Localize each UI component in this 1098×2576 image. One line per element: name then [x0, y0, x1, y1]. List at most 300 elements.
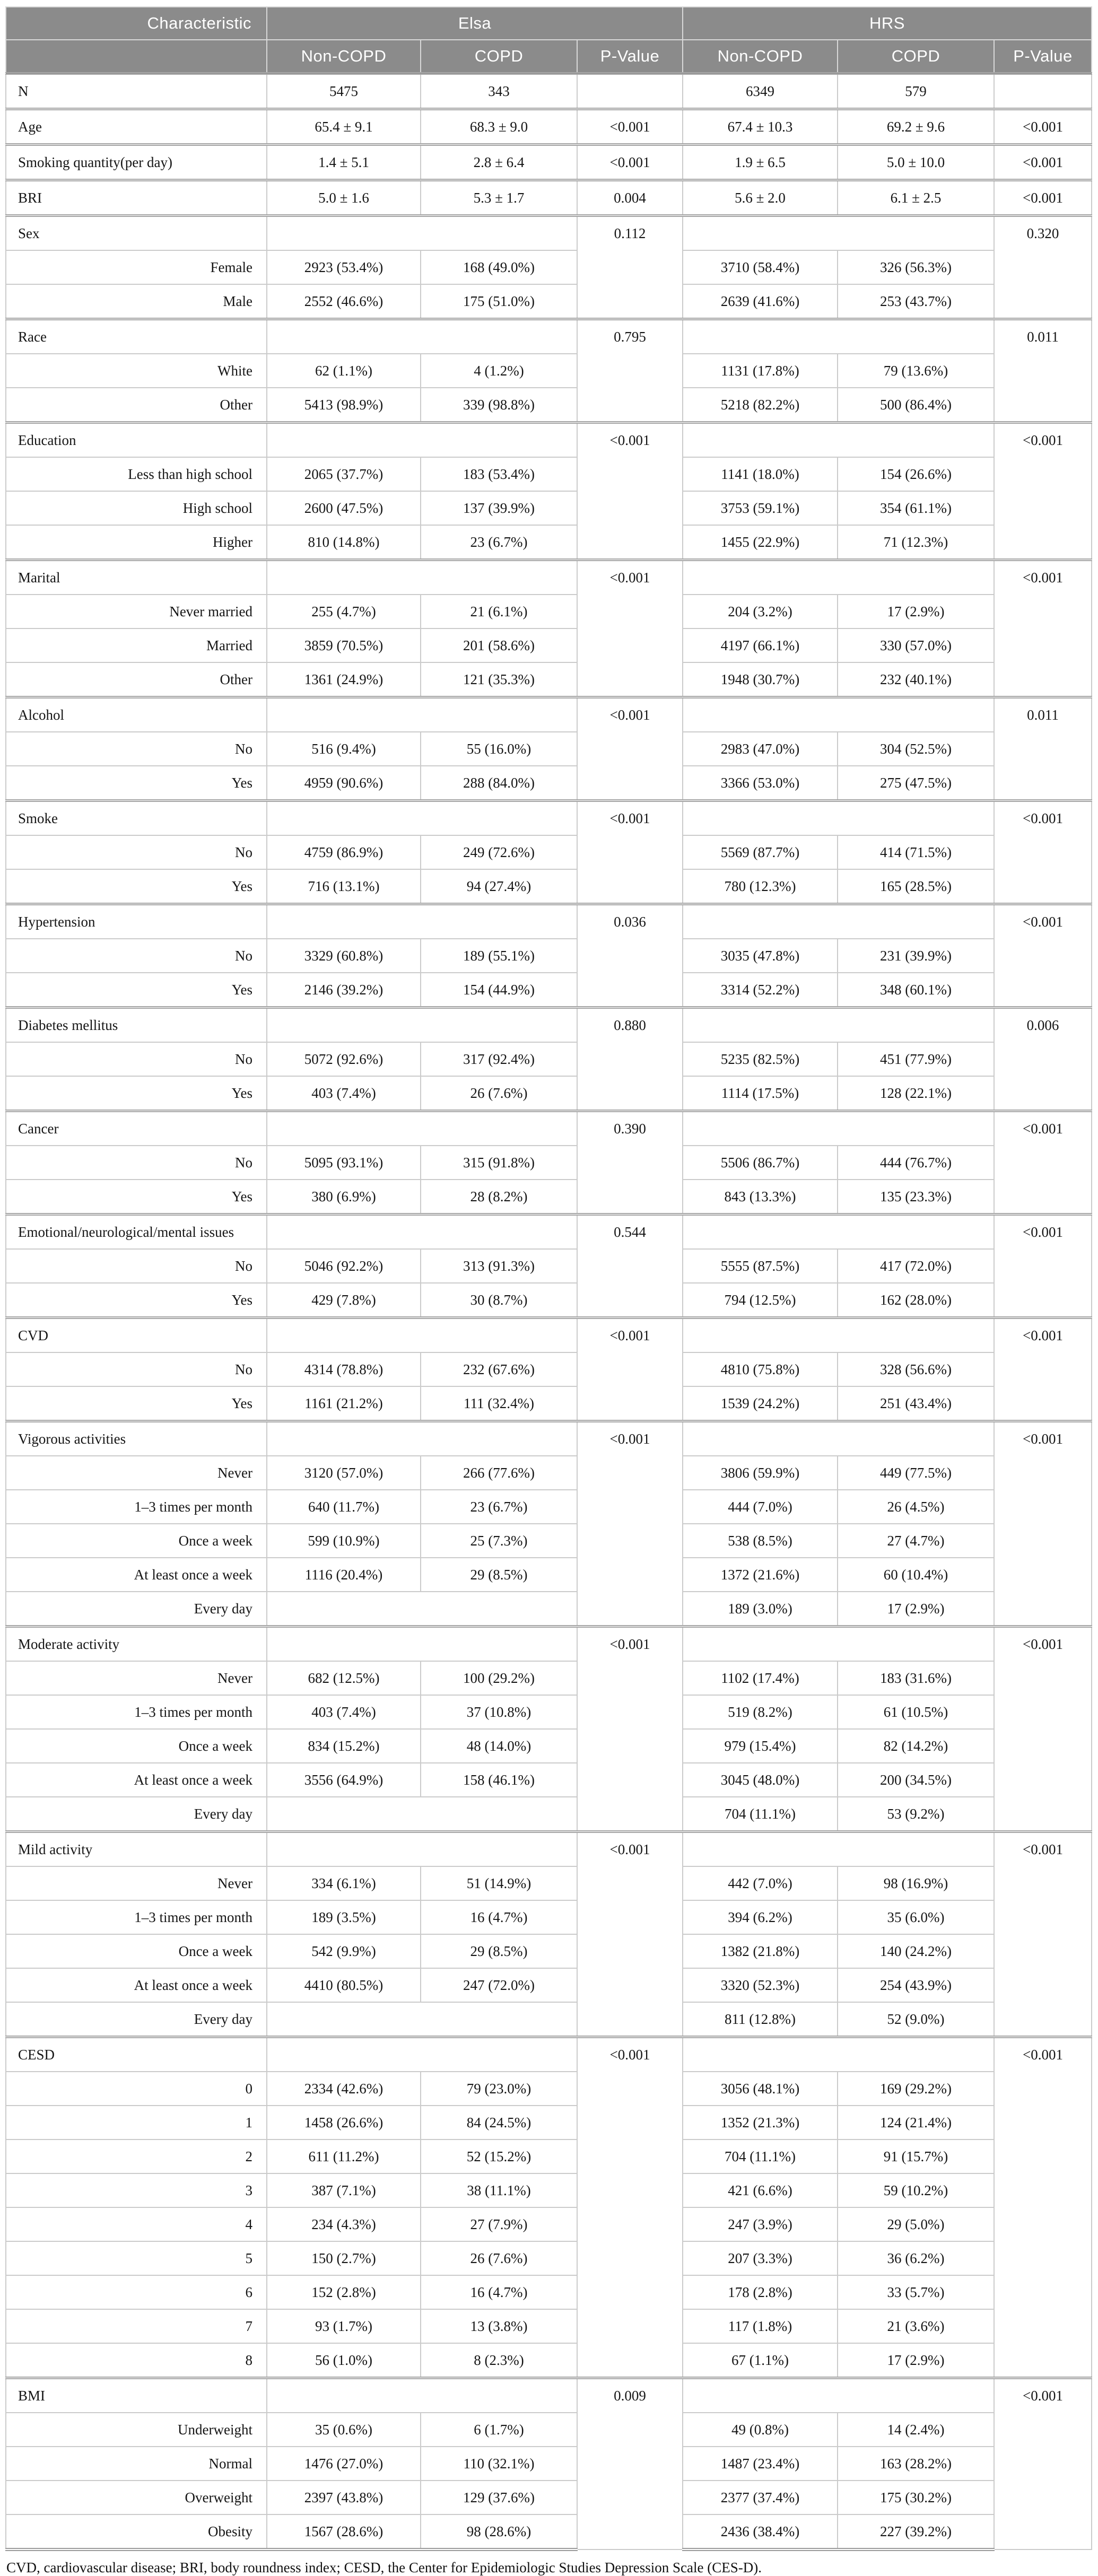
p-value-cell: <0.001	[577, 1832, 683, 2037]
row-label: Never married	[6, 595, 267, 628]
row-label: No	[6, 732, 267, 766]
data-cell: 6.1 ± 2.5	[838, 180, 994, 216]
data-cell: 444 (7.0%)	[683, 1490, 838, 1524]
data-cell: 189 (3.5%)	[267, 1900, 421, 1934]
blank-cell	[683, 423, 994, 458]
data-cell: 158 (46.1%)	[421, 1763, 577, 1797]
table-row	[6, 2275, 1092, 2309]
p-value-cell: <0.001	[577, 145, 683, 180]
data-cell: 30 (8.7%)	[421, 1283, 577, 1318]
row-label: No	[6, 1146, 267, 1180]
data-cell: 189 (55.1%)	[421, 939, 577, 973]
table-row	[6, 2106, 1092, 2140]
data-cell: 227 (39.2%)	[838, 2514, 994, 2549]
data-cell: 4 (1.2%)	[421, 354, 577, 388]
data-cell: 1382 (21.8%)	[683, 1934, 838, 1968]
data-cell: 3366 (53.0%)	[683, 766, 838, 801]
row-label: Yes	[6, 973, 267, 1008]
p-value-cell: 0.011	[994, 319, 1092, 423]
row-label: Alcohol	[6, 697, 267, 732]
row-label: At least once a week	[6, 1763, 267, 1797]
data-cell: 183 (53.4%)	[421, 457, 577, 491]
table-row	[6, 1146, 1092, 1180]
p-value-cell: <0.001	[994, 1421, 1092, 1627]
characteristic-header: Characteristic	[6, 7, 267, 40]
data-cell: 640 (11.7%)	[267, 1490, 421, 1524]
table-row	[6, 1352, 1092, 1386]
blank-cell	[267, 2378, 577, 2413]
data-cell: 326 (56.3%)	[838, 250, 994, 284]
p-value-cell: <0.001	[994, 1832, 1092, 2037]
p-value-cell: <0.001	[994, 145, 1092, 180]
row-label: White	[6, 354, 267, 388]
table-row	[6, 491, 1092, 525]
data-cell: 5413 (98.9%)	[267, 388, 421, 423]
data-cell: 5555 (87.5%)	[683, 1249, 838, 1283]
row-label: Once a week	[6, 1524, 267, 1558]
p-value-cell: <0.001	[577, 1627, 683, 1832]
p-value-cell: <0.001	[994, 1627, 1092, 1832]
row-label: 5	[6, 2241, 267, 2275]
blank-cell	[683, 1008, 994, 1043]
data-cell: 128 (22.1%)	[838, 1076, 994, 1111]
data-cell: 3329 (60.8%)	[267, 939, 421, 973]
data-cell: 150 (2.7%)	[267, 2241, 421, 2275]
blank-cell	[683, 1111, 994, 1146]
p-value-cell: <0.001	[994, 1111, 1092, 1215]
subheader-elsa-copd: COPD	[421, 40, 577, 74]
table-row	[6, 216, 1092, 251]
characteristics-table	[5, 6, 1092, 2551]
data-cell: 16 (4.7%)	[421, 1900, 577, 1934]
data-cell: 254 (43.9%)	[838, 1968, 994, 2002]
sub-header-row	[6, 40, 1092, 74]
p-value-cell: <0.001	[994, 1215, 1092, 1318]
data-cell: 79 (13.6%)	[838, 354, 994, 388]
blank-cell	[683, 319, 994, 354]
data-cell: 2600 (47.5%)	[267, 491, 421, 525]
data-cell: 682 (12.5%)	[267, 1661, 421, 1695]
data-cell: 111 (32.4%)	[421, 1386, 577, 1421]
table-row	[6, 1386, 1092, 1421]
data-cell: 253 (43.7%)	[838, 284, 994, 319]
data-cell: 1372 (21.6%)	[683, 1558, 838, 1592]
data-cell: 247 (3.9%)	[683, 2207, 838, 2241]
data-cell: 429 (7.8%)	[267, 1283, 421, 1318]
data-cell: 117 (1.8%)	[683, 2309, 838, 2343]
table-header	[6, 7, 1092, 74]
subheader-hrs-copd: COPD	[838, 40, 994, 74]
data-cell: 247 (72.0%)	[421, 1968, 577, 2002]
data-cell: 266 (77.6%)	[421, 1456, 577, 1490]
row-label: 1	[6, 2106, 267, 2140]
data-cell: 5.3 ± 1.7	[421, 180, 577, 216]
data-cell: 780 (12.3%)	[683, 869, 838, 904]
row-label: 0	[6, 2072, 267, 2106]
blank-cell	[267, 1797, 577, 1832]
data-cell: 5.0 ± 10.0	[838, 145, 994, 180]
row-label: Once a week	[6, 1729, 267, 1763]
p-value-cell: <0.001	[577, 697, 683, 801]
row-label: At least once a week	[6, 1558, 267, 1592]
data-cell: 3859 (70.5%)	[267, 628, 421, 662]
row-label: No	[6, 1042, 267, 1076]
table-footnote: CVD, cardiovascular disease; BRI, body roundness index; CESD, the Center for Epidemiologic Studies Depression Scale (CES-D).	[6, 2560, 762, 2575]
row-label: Hypertension	[6, 904, 267, 939]
data-cell: 315 (91.8%)	[421, 1146, 577, 1180]
data-cell: 82 (14.2%)	[838, 1729, 994, 1763]
data-cell: 313 (91.3%)	[421, 1249, 577, 1283]
table-row	[6, 835, 1092, 869]
table-row	[6, 2378, 1092, 2413]
p-value-cell: <0.001	[994, 1318, 1092, 1421]
data-cell: 3320 (52.3%)	[683, 1968, 838, 2002]
table-row	[6, 1490, 1092, 1524]
data-cell: 542 (9.9%)	[267, 1934, 421, 1968]
blank-cell	[267, 1592, 577, 1627]
row-label: Higher	[6, 525, 267, 560]
table-row	[6, 662, 1092, 697]
data-cell: 5095 (93.1%)	[267, 1146, 421, 1180]
p-value-cell: <0.001	[577, 1318, 683, 1421]
table-row	[6, 1318, 1092, 1353]
data-cell: 16 (4.7%)	[421, 2275, 577, 2309]
data-cell: 255 (4.7%)	[267, 595, 421, 628]
data-cell: 334 (6.1%)	[267, 1866, 421, 1900]
data-cell: 137 (39.9%)	[421, 491, 577, 525]
row-label: Never	[6, 1456, 267, 1490]
data-cell: 811 (12.8%)	[683, 2002, 838, 2037]
row-label: Smoke	[6, 801, 267, 836]
row-label: 4	[6, 2207, 267, 2241]
table-row	[6, 801, 1092, 836]
p-value-cell: 0.544	[577, 1215, 683, 1318]
table-row	[6, 1249, 1092, 1283]
p-value-cell: <0.001	[994, 560, 1092, 697]
table-row	[6, 1008, 1092, 1043]
subheader-elsa-pvalue: P-Value	[577, 40, 683, 74]
row-label: Marital	[6, 560, 267, 595]
data-cell: 135 (23.3%)	[838, 1180, 994, 1215]
data-cell: 3035 (47.8%)	[683, 939, 838, 973]
table-row	[6, 595, 1092, 628]
data-cell: 169 (29.2%)	[838, 2072, 994, 2106]
table-row	[6, 284, 1092, 319]
row-label: Underweight	[6, 2413, 267, 2447]
table-row	[6, 2037, 1092, 2072]
data-cell: 330 (57.0%)	[838, 628, 994, 662]
data-cell: 5506 (86.7%)	[683, 1146, 838, 1180]
blank-cell	[267, 1318, 577, 1353]
data-cell: 6349	[683, 74, 838, 109]
p-value-cell	[994, 74, 1092, 109]
row-label: Normal	[6, 2447, 267, 2481]
data-cell: 339 (98.8%)	[421, 388, 577, 423]
data-cell: 178 (2.8%)	[683, 2275, 838, 2309]
blank-cell	[267, 1832, 577, 1867]
data-cell: 189 (3.0%)	[683, 1592, 838, 1627]
blank-cell	[683, 2037, 994, 2072]
data-cell: 288 (84.0%)	[421, 766, 577, 801]
blank-cell	[267, 801, 577, 836]
row-label: Diabetes mellitus	[6, 1008, 267, 1043]
data-cell: 17 (2.9%)	[838, 595, 994, 628]
data-cell: 444 (76.7%)	[838, 1146, 994, 1180]
data-cell: 154 (26.6%)	[838, 457, 994, 491]
blank-cell	[683, 2378, 994, 2413]
row-label: Race	[6, 319, 267, 354]
table-row	[6, 1215, 1092, 1250]
row-label: Yes	[6, 1283, 267, 1318]
data-cell: 500 (86.4%)	[838, 388, 994, 423]
blank-cell	[683, 216, 994, 251]
data-cell: 168 (49.0%)	[421, 250, 577, 284]
row-label: No	[6, 939, 267, 973]
row-label: Married	[6, 628, 267, 662]
table-body	[6, 74, 1092, 2550]
table-row	[6, 1797, 1092, 1832]
data-cell: 1352 (21.3%)	[683, 2106, 838, 2140]
blank-cell	[267, 697, 577, 732]
data-cell: 275 (47.5%)	[838, 766, 994, 801]
data-cell: 23 (6.7%)	[421, 1490, 577, 1524]
data-cell: 3710 (58.4%)	[683, 250, 838, 284]
blank-cell	[267, 423, 577, 458]
p-value-cell: <0.001	[577, 423, 683, 560]
table-row	[6, 1900, 1092, 1934]
data-cell: 62 (1.1%)	[267, 354, 421, 388]
blank-cell	[267, 2002, 577, 2037]
data-cell: 387 (7.1%)	[267, 2173, 421, 2207]
data-cell: 232 (40.1%)	[838, 662, 994, 697]
table-row	[6, 1763, 1092, 1797]
row-label: Age	[6, 109, 267, 145]
p-value-cell: <0.001	[994, 2037, 1092, 2378]
row-label: Every day	[6, 1592, 267, 1627]
data-cell: 843 (13.3%)	[683, 1180, 838, 1215]
data-cell: 26 (7.6%)	[421, 1076, 577, 1111]
row-label: 1–3 times per month	[6, 1490, 267, 1524]
data-cell: 27 (4.7%)	[838, 1524, 994, 1558]
blank-cell	[267, 1008, 577, 1043]
data-cell: 328 (56.6%)	[838, 1352, 994, 1386]
table-row	[6, 697, 1092, 732]
data-cell: 175 (51.0%)	[421, 284, 577, 319]
data-cell: 84 (24.5%)	[421, 2106, 577, 2140]
p-value-cell: 0.004	[577, 180, 683, 216]
table-row	[6, 180, 1092, 216]
row-label: Moderate activity	[6, 1627, 267, 1662]
data-cell: 26 (7.6%)	[421, 2241, 577, 2275]
data-cell: 4959 (90.6%)	[267, 766, 421, 801]
row-label: No	[6, 1352, 267, 1386]
blank-cell	[683, 801, 994, 836]
blank-cell	[267, 904, 577, 939]
data-cell: 37 (10.8%)	[421, 1695, 577, 1729]
data-cell: 1948 (30.7%)	[683, 662, 838, 697]
data-cell: 2436 (38.4%)	[683, 2514, 838, 2549]
data-cell: 4810 (75.8%)	[683, 1352, 838, 1386]
data-cell: 21 (3.6%)	[838, 2309, 994, 2343]
data-cell: 403 (7.4%)	[267, 1076, 421, 1111]
data-cell: 201 (58.6%)	[421, 628, 577, 662]
table-row	[6, 939, 1092, 973]
table-row	[6, 2481, 1092, 2514]
row-label: Education	[6, 423, 267, 458]
data-cell: 2065 (37.7%)	[267, 457, 421, 491]
data-cell: 2983 (47.0%)	[683, 732, 838, 766]
data-cell: 51 (14.9%)	[421, 1866, 577, 1900]
data-cell: 207 (3.3%)	[683, 2241, 838, 2275]
data-cell: 716 (13.1%)	[267, 869, 421, 904]
data-cell: 129 (37.6%)	[421, 2481, 577, 2514]
p-value-cell: <0.001	[994, 423, 1092, 560]
table-row	[6, 1524, 1092, 1558]
p-value-cell: 0.390	[577, 1111, 683, 1215]
row-label: Male	[6, 284, 267, 319]
table-row	[6, 2002, 1092, 2037]
table-row	[6, 388, 1092, 423]
row-label: 1–3 times per month	[6, 1900, 267, 1934]
data-cell: 5072 (92.6%)	[267, 1042, 421, 1076]
table-row	[6, 1456, 1092, 1490]
blank-cell	[267, 560, 577, 595]
data-cell: 704 (11.1%)	[683, 1797, 838, 1832]
blank-cell	[683, 697, 994, 732]
row-label: Obesity	[6, 2514, 267, 2549]
data-cell: 2.8 ± 6.4	[421, 145, 577, 180]
data-cell: 175 (30.2%)	[838, 2481, 994, 2514]
subheader-hrs-noncopd: Non-COPD	[683, 40, 838, 74]
row-label: High school	[6, 491, 267, 525]
data-cell: 8 (2.3%)	[421, 2343, 577, 2378]
row-label: Yes	[6, 1076, 267, 1111]
data-cell: 3556 (64.9%)	[267, 1763, 421, 1797]
data-cell: 91 (15.7%)	[838, 2140, 994, 2173]
p-value-cell	[577, 74, 683, 109]
table-row	[6, 560, 1092, 595]
table-row	[6, 1934, 1092, 1968]
data-cell: 579	[838, 74, 994, 109]
row-label: Sex	[6, 216, 267, 251]
data-cell: 48 (14.0%)	[421, 1729, 577, 1763]
data-cell: 52 (9.0%)	[838, 2002, 994, 2037]
group-header-elsa: Elsa	[267, 7, 683, 40]
data-cell: 29 (5.0%)	[838, 2207, 994, 2241]
row-label: 2	[6, 2140, 267, 2173]
table-row	[6, 1695, 1092, 1729]
data-cell: 200 (34.5%)	[838, 1763, 994, 1797]
blank-cell	[683, 1215, 994, 1250]
data-cell: 611 (11.2%)	[267, 2140, 421, 2173]
data-cell: 1114 (17.5%)	[683, 1076, 838, 1111]
data-cell: 3753 (59.1%)	[683, 491, 838, 525]
data-cell: 94 (27.4%)	[421, 869, 577, 904]
data-cell: 449 (77.5%)	[838, 1456, 994, 1490]
data-cell: 204 (3.2%)	[683, 595, 838, 628]
table-row	[6, 1832, 1092, 1867]
table-row	[6, 145, 1092, 180]
data-cell: 231 (39.9%)	[838, 939, 994, 973]
data-cell: 5.0 ± 1.6	[267, 180, 421, 216]
blank-cell	[683, 1318, 994, 1353]
data-cell: 71 (12.3%)	[838, 525, 994, 560]
data-cell: 538 (8.5%)	[683, 1524, 838, 1558]
data-cell: 4410 (80.5%)	[267, 1968, 421, 2002]
row-label: Smoking quantity(per day)	[6, 145, 267, 180]
row-label: Yes	[6, 1180, 267, 1215]
data-cell: 249 (72.6%)	[421, 835, 577, 869]
data-cell: 25 (7.3%)	[421, 1524, 577, 1558]
table-row	[6, 74, 1092, 109]
p-value-cell: <0.001	[577, 1421, 683, 1627]
p-value-cell: 0.011	[994, 697, 1092, 801]
row-label: CESD	[6, 2037, 267, 2072]
data-cell: 599 (10.9%)	[267, 1524, 421, 1558]
table-row	[6, 1968, 1092, 2002]
table-row	[6, 250, 1092, 284]
row-label: Never	[6, 1866, 267, 1900]
row-label: Never	[6, 1661, 267, 1695]
table-row	[6, 2343, 1092, 2378]
data-cell: 33 (5.7%)	[838, 2275, 994, 2309]
row-label: Less than high school	[6, 457, 267, 491]
table-row	[6, 1421, 1092, 1456]
table-row	[6, 2140, 1092, 2173]
data-cell: 13 (3.8%)	[421, 2309, 577, 2343]
table-row	[6, 1729, 1092, 1763]
data-cell: 2146 (39.2%)	[267, 973, 421, 1008]
row-label: N	[6, 74, 267, 109]
row-label: Emotional/neurological/mental issues	[6, 1215, 267, 1250]
table-row	[6, 1558, 1092, 1592]
row-label: Mild activity	[6, 1832, 267, 1867]
data-cell: 1361 (24.9%)	[267, 662, 421, 697]
data-cell: 165 (28.5%)	[838, 869, 994, 904]
data-cell: 17 (2.9%)	[838, 2343, 994, 2378]
data-cell: 417 (72.0%)	[838, 1249, 994, 1283]
data-cell: 2397 (43.8%)	[267, 2481, 421, 2514]
blank-cell	[683, 560, 994, 595]
row-label: 7	[6, 2309, 267, 2343]
data-cell: 1.9 ± 6.5	[683, 145, 838, 180]
row-label: Yes	[6, 1386, 267, 1421]
table-row	[6, 1627, 1092, 1662]
data-cell: 68.3 ± 9.0	[421, 109, 577, 145]
row-label: 6	[6, 2275, 267, 2309]
data-cell: 3120 (57.0%)	[267, 1456, 421, 1490]
data-cell: 154 (44.9%)	[421, 973, 577, 1008]
data-cell: 421 (6.6%)	[683, 2173, 838, 2207]
blank-cell	[267, 1215, 577, 1250]
table-row	[6, 1592, 1092, 1627]
data-cell: 49 (0.8%)	[683, 2413, 838, 2447]
blank-cell	[683, 1421, 994, 1456]
p-value-cell: <0.001	[577, 801, 683, 904]
data-cell: 1131 (17.8%)	[683, 354, 838, 388]
row-label: No	[6, 1249, 267, 1283]
table-row	[6, 2207, 1092, 2241]
data-cell: 234 (4.3%)	[267, 2207, 421, 2241]
data-cell: 2552 (46.6%)	[267, 284, 421, 319]
table-row	[6, 2514, 1092, 2549]
data-cell: 4197 (66.1%)	[683, 628, 838, 662]
row-label: Yes	[6, 869, 267, 904]
row-label: 1–3 times per month	[6, 1695, 267, 1729]
data-cell: 380 (6.9%)	[267, 1180, 421, 1215]
table-row	[6, 457, 1092, 491]
data-cell: 516 (9.4%)	[267, 732, 421, 766]
